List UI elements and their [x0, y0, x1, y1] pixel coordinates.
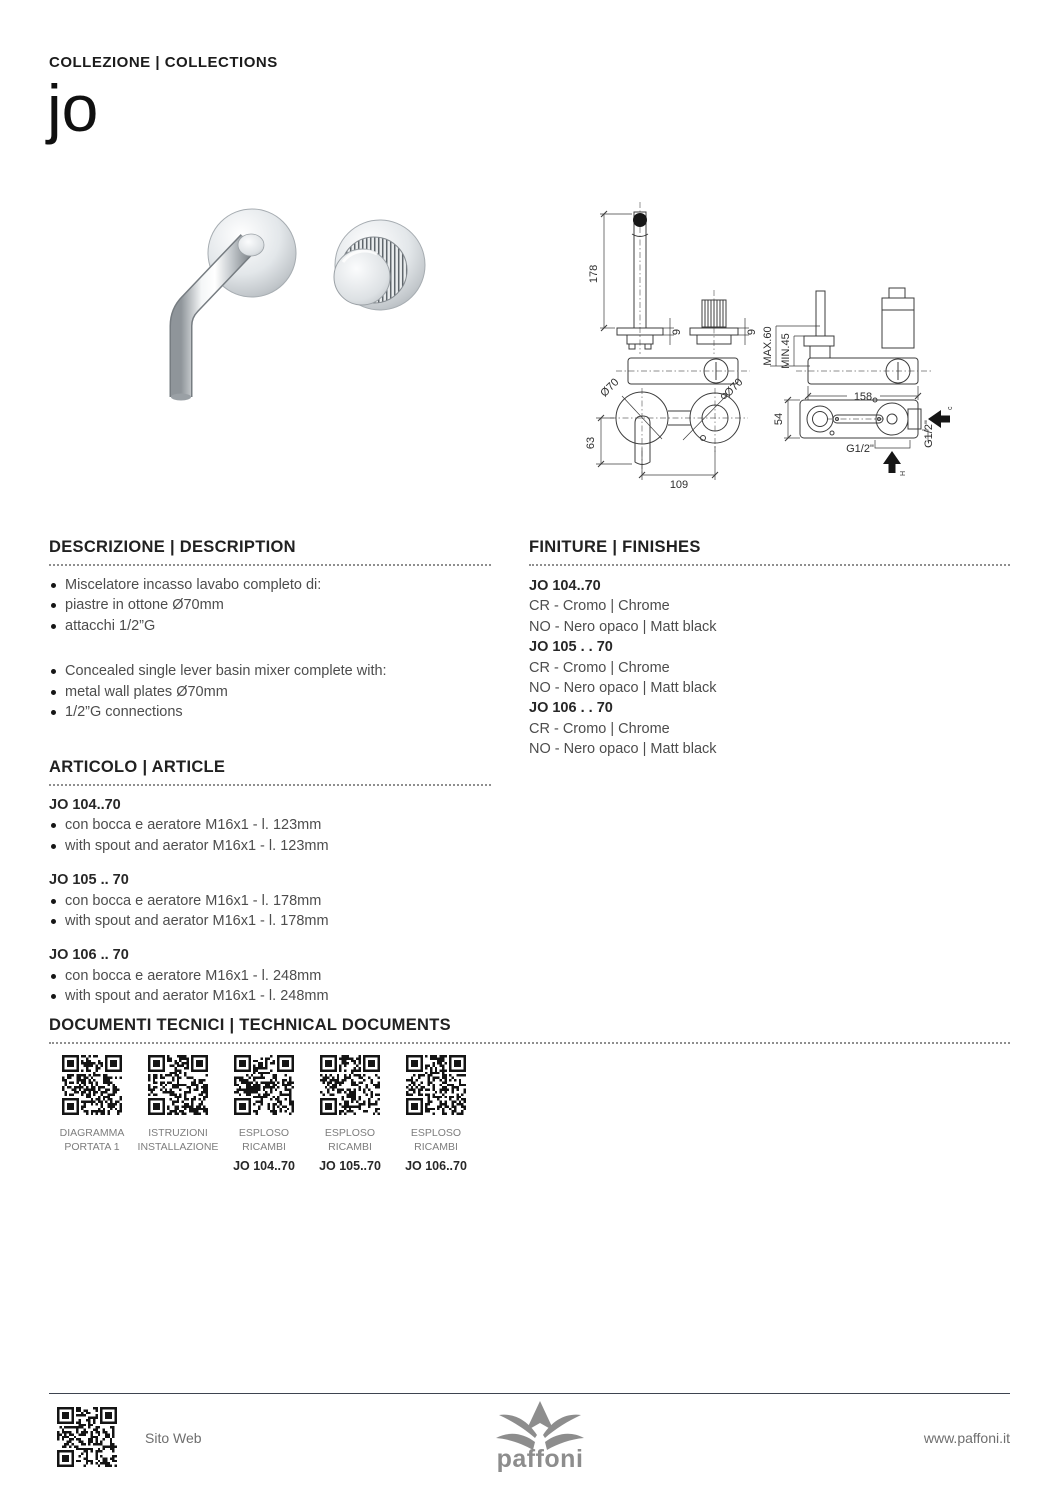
finish-option: NO - Nero opaco | Matt black: [529, 741, 717, 758]
dim-centres-distance: 109: [669, 479, 689, 490]
spout-side-view: [588, 202, 683, 354]
spout-assembly: [171, 209, 296, 401]
finish-option: NO - Nero opaco | Matt black: [529, 618, 717, 635]
article-list: [49, 815, 491, 856]
dim-thread-side: G1/2": [923, 420, 935, 448]
dim-depth-min: MIN.45: [780, 333, 792, 369]
description-list-italian: [49, 575, 491, 636]
documents-row: [49, 1055, 1010, 1173]
list-item: with spout and aerator M16x1 - l. 178mm: [49, 911, 491, 931]
article-code: JO 104..70: [49, 797, 121, 813]
dim-body-width: 54: [773, 412, 785, 426]
list-item: con bocca e aeratore M16x1 - l. 178mm: [49, 891, 491, 911]
finish-group: [529, 698, 1010, 759]
finish-option: NO - Nero opaco | Matt black: [529, 680, 717, 697]
document-label: ESPLOSO RICAMBI: [238, 1127, 290, 1153]
footer-divider: [49, 1393, 1010, 1394]
technical-document: [135, 1055, 221, 1173]
qr-code-icon: [234, 1055, 294, 1115]
article-group: [49, 945, 491, 1006]
finish-option: CR - Cromo | Chrome: [529, 659, 670, 676]
finish-option: CR - Cromo | Chrome: [529, 598, 670, 615]
finish-option: CR - Cromo | Chrome: [529, 720, 670, 737]
dim-spout-height: 178: [588, 264, 600, 284]
section-finishes: [529, 538, 1010, 760]
list-item: con bocca e aeratore M16x1 - l. 123mm: [49, 815, 491, 835]
dim-plate-diameter-a: Ø70: [598, 376, 622, 400]
document-label: ESPLOSO RICAMBI: [410, 1127, 462, 1153]
list-item: with spout and aerator M16x1 - l. 123mm: [49, 836, 491, 856]
section-description: [49, 538, 491, 722]
technical-document: [221, 1055, 307, 1173]
document-code: JO 106..70: [405, 1159, 467, 1173]
hot-inlet-arrow-icon: [883, 451, 901, 473]
document-label: ESPLOSO RICAMBI: [324, 1127, 376, 1153]
article-code: JO 104..70: [529, 578, 601, 594]
collection-label: COLLEZIONE | COLLECTIONS: [49, 54, 278, 71]
palm-icon: [496, 1401, 584, 1450]
article-list: [49, 966, 491, 1007]
finish-group: [529, 637, 1010, 698]
footer-qr-code-icon: [57, 1407, 117, 1467]
document-label: DIAGRAMMA PORTATA 1: [59, 1127, 125, 1153]
article-code: JO 105 .. 70: [49, 872, 129, 889]
list-item: with spout and aerator M16x1 - l. 248mm: [49, 986, 491, 1006]
technical-document: [393, 1055, 479, 1173]
article-heading: ARTICOLO | ARTICLE: [49, 758, 491, 786]
article-code: JO 105 . . 70: [529, 639, 613, 656]
document-code: JO 104..70: [233, 1159, 295, 1173]
section-side-view: [762, 288, 932, 403]
footer-qr-label: Sito Web: [145, 1430, 202, 1446]
dim-plate-diameter-b: Ø70: [722, 376, 746, 400]
document-label: ISTRUZIONI INSTALLAZIONE: [137, 1127, 219, 1153]
cold-marker: c: [947, 406, 954, 410]
list-item: Miscelatore incasso lavabo completo di:: [49, 575, 491, 595]
article-code: JO 106 .. 70: [49, 947, 129, 964]
list-item: metal wall plates Ø70mm: [49, 682, 491, 702]
dim-spout-drop: 63: [585, 436, 597, 450]
article-list: [49, 891, 491, 932]
list-item: con bocca e aeratore M16x1 - l. 248mm: [49, 966, 491, 986]
section-technical-documents: [49, 1016, 1010, 1173]
technical-document: [307, 1055, 393, 1173]
article-group: [49, 795, 491, 856]
handle-side-view: [690, 290, 758, 354]
document-code: JO 105..70: [319, 1159, 381, 1173]
article-code: JO 106 . . 70: [529, 700, 613, 717]
list-item: attacchi 1/2”G: [49, 616, 491, 636]
description-list-english: [49, 661, 491, 722]
dim-plate-thickness-b: 9: [746, 328, 758, 336]
top-view: [773, 397, 954, 476]
hot-marker: H: [900, 470, 907, 476]
collection-title: jo: [47, 71, 99, 145]
technical-document: [49, 1055, 135, 1173]
technical-drawing: [570, 190, 970, 490]
dim-depth-max: MAX.60: [762, 326, 774, 366]
handle-assembly: [334, 220, 425, 310]
paffoni-logo: [482, 1400, 598, 1476]
dim-plate-thickness-a: 9: [671, 328, 683, 336]
documents-heading: DOCUMENTI TECNICI | TECHNICAL DOCUMENTS: [49, 1016, 1010, 1044]
list-item: Concealed single lever basin mixer complete with:: [49, 661, 491, 681]
brand-wordmark: paffoni: [496, 1445, 584, 1473]
qr-code-icon: [320, 1055, 380, 1115]
finishes-heading: FINITURE | FINISHES: [529, 538, 1010, 566]
list-item: piastre in ottone Ø70mm: [49, 595, 491, 615]
qr-code-icon: [406, 1055, 466, 1115]
list-item: 1/2”G connections: [49, 702, 491, 722]
article-group: [49, 870, 491, 931]
description-heading: DESCRIZIONE | DESCRIPTION: [49, 538, 491, 566]
dim-thread-bottom: G1/2": [846, 443, 874, 455]
concealed-body: [616, 358, 750, 384]
dim-body-length: 158: [853, 391, 873, 403]
product-photo: [150, 185, 490, 495]
front-view: [585, 376, 748, 490]
website-link[interactable]: www.paffoni.it: [923, 1430, 1010, 1446]
qr-code-icon: [62, 1055, 122, 1115]
qr-code-icon: [148, 1055, 208, 1115]
section-article: [49, 758, 491, 1007]
finish-group: [529, 576, 1010, 637]
